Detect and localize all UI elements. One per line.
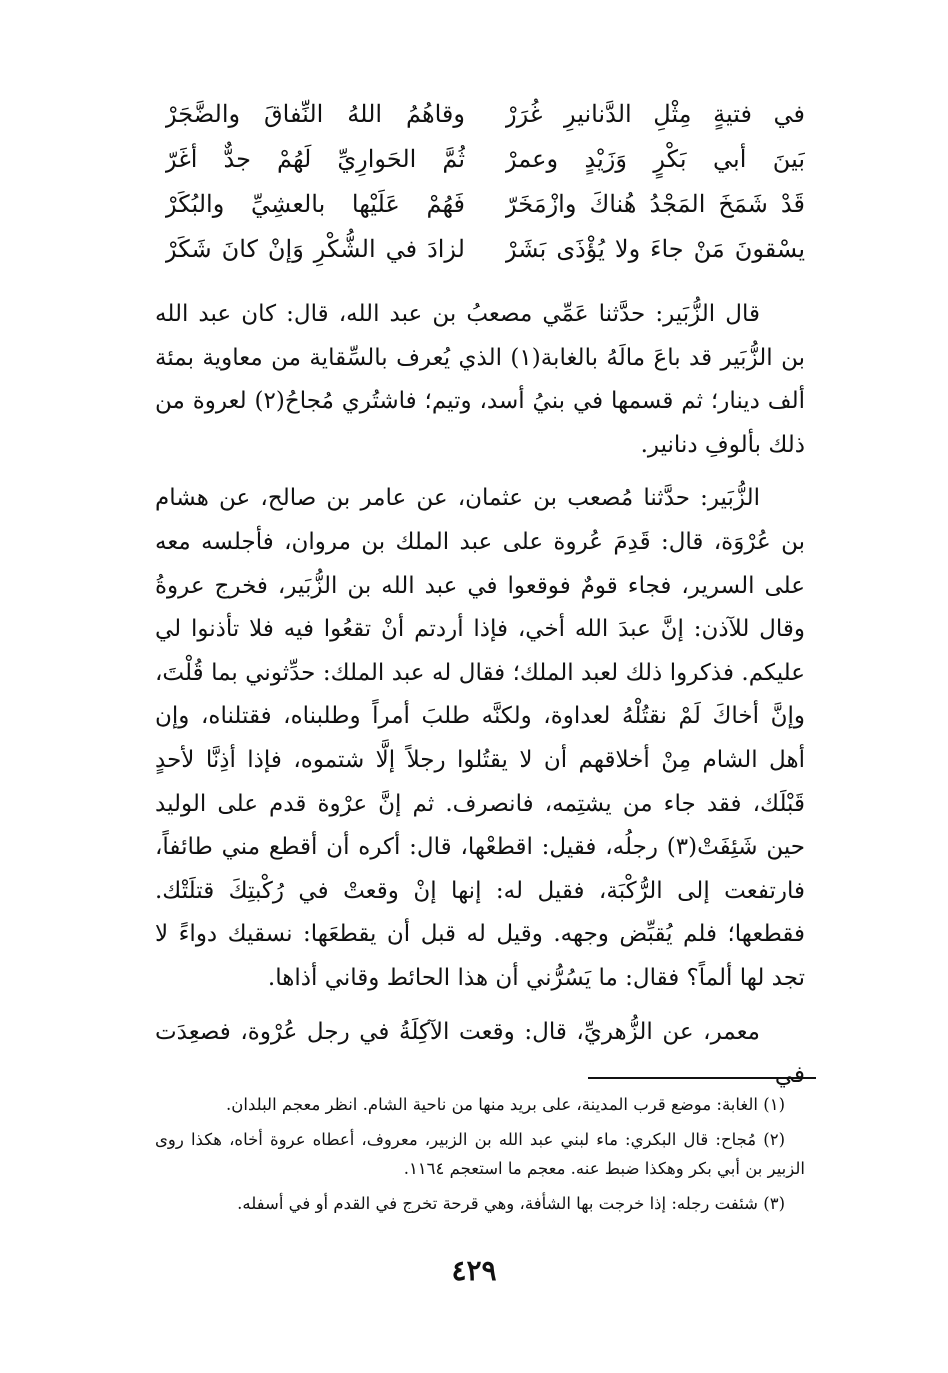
footnote-divider <box>588 1077 816 1079</box>
footnotes <box>155 1090 805 1224</box>
footnote: (١) الغابة: موضع قرب المدينة، على بريد منها من ناحية الشام. انظر معجم البلدان. <box>226 1095 785 1114</box>
page-number: ٤٢٩ <box>451 1254 497 1287</box>
verse-second-hemistich: لزادَ في الشُّكْرِ وَإنْ كانَ شَكَرْ <box>165 235 465 263</box>
verse-first-hemistich: قَدْ شَمَخَ المَجْدُ هُناكَ وازْمَخَرّ <box>505 190 805 218</box>
verse-second-hemistich: فَهُمْ عَلَيْها بالعشِيِّ والبُكَرْ <box>165 190 465 218</box>
verse-second-hemistich: ثُمَّ الحَوارِيِّ لَهُمْ جدٌّ أغَرّ <box>165 145 465 173</box>
poem <box>165 92 805 272</box>
verse-second-hemistich: وقاهُمُ اللهُ النِّفاقَ والضَّجَرْ <box>165 100 465 128</box>
paragraph: الزُّبَير: حدَّثنا مُصعب بن عثمان، عن عامر بن صالح، عن هشام بن عُرْوَة، قال: قَدِمَ عُروة على عبد الملك بن مروان، فأجلسه معه على السرير، فجاء قومٌ فوقعوا في عبد الله بن الزُّبَير، فخرج عروةُ وقال للآذن: إنَّ عبدَ الله أخي، فإذا أردتم أنْ تقعُوا فيه فلا تأذنوا لي عليكم. فذكروا ذلك لعبد الملك؛ فقال له عبد الملك: حدِّثوني بما قُلْتَ، وإنَّ أخاكَ لَمْ نقتُلْهُ لعداوة، ولكنَّه طلبَ أمراً وطلبناه، فقتلناه، وإن أهل الشام مِنْ أخلاقهم أن لا يقتُلوا رجلاً إلَّا شتموه، فإذا أذِنَّا لأحدٍ قَبْلَك، فقد جاء من يشتِمه، فانصرف. ثم إنَّ عرْوة قدم على الوليد حين شَئِفَتْ(٣) رجلُه، فقيل: اقطعْها، قال: أكره أن أقطع مني طائفاً، فارتفعت إلى الرُّكْبَة، فقيل له: إنها إنْ وقعتْ في رُكْبتِكَ قتلَتْك. فقطعها؛ فلم يُقبِّض وجهه. وقيل له قبل أن يقطعَها: نسقيك دواءً لا تجد لها ألماً؟ فقال: ما يَسُرُّني أن هذا الحائط وقاني أذاها. <box>155 485 805 991</box>
verse-first-hemistich: في فتيةٍ مِثْلِ الدَّنانيرِ غُرَرْ <box>505 100 805 128</box>
footnote: (٣) شئفت رجله: إذا خرجت بها الشأفة، وهي قرحة تخرج في القدم أو في أسفله. <box>237 1194 785 1213</box>
verse-first-hemistich: بَينَ أبي بَكْرٍ وَزَيْدٍ وعمرْ <box>505 145 805 173</box>
poem-verse <box>165 182 805 227</box>
footnote: (٢) مُجاح: قال البكري: ماء لبني عبد الله بن الزبير، معروف، أعطاه عروة أخاه، هكذا روى الزبير بن أبي بكر وهكذا ضبط عنه. معجم ما استعجم ١١٦٤. <box>155 1130 805 1178</box>
paragraph: معمر، عن الزُّهريِّ، قال: وقعت الآكِلَةُ في رجل عُرْوة، فصعِدَت في <box>155 1018 805 1089</box>
main-text <box>155 293 805 1108</box>
poem-verse <box>165 92 805 137</box>
poem-verse <box>165 227 805 272</box>
paragraph: قال الزُّبَير: حدَّثنا عَمِّي مصعبُ بن عبد الله، قال: كان عبد الله بن الزُّبَير قد باعَ مالَهُ بالغابة(١) الذي يُعرف بالسِّقاية من معاوية بمئة ألف دينار؛ ثم قسمها في بنيُ أسد، وتيم؛ فاشتُري مُجاحُ(٢) لعروة من ذلك بألوفِ دنانير. <box>155 301 806 458</box>
poem-verse <box>165 137 805 182</box>
verse-first-hemistich: يسْقونَ مَنْ جاءَ ولا يُؤْذَى بَشَرْ <box>505 235 805 263</box>
